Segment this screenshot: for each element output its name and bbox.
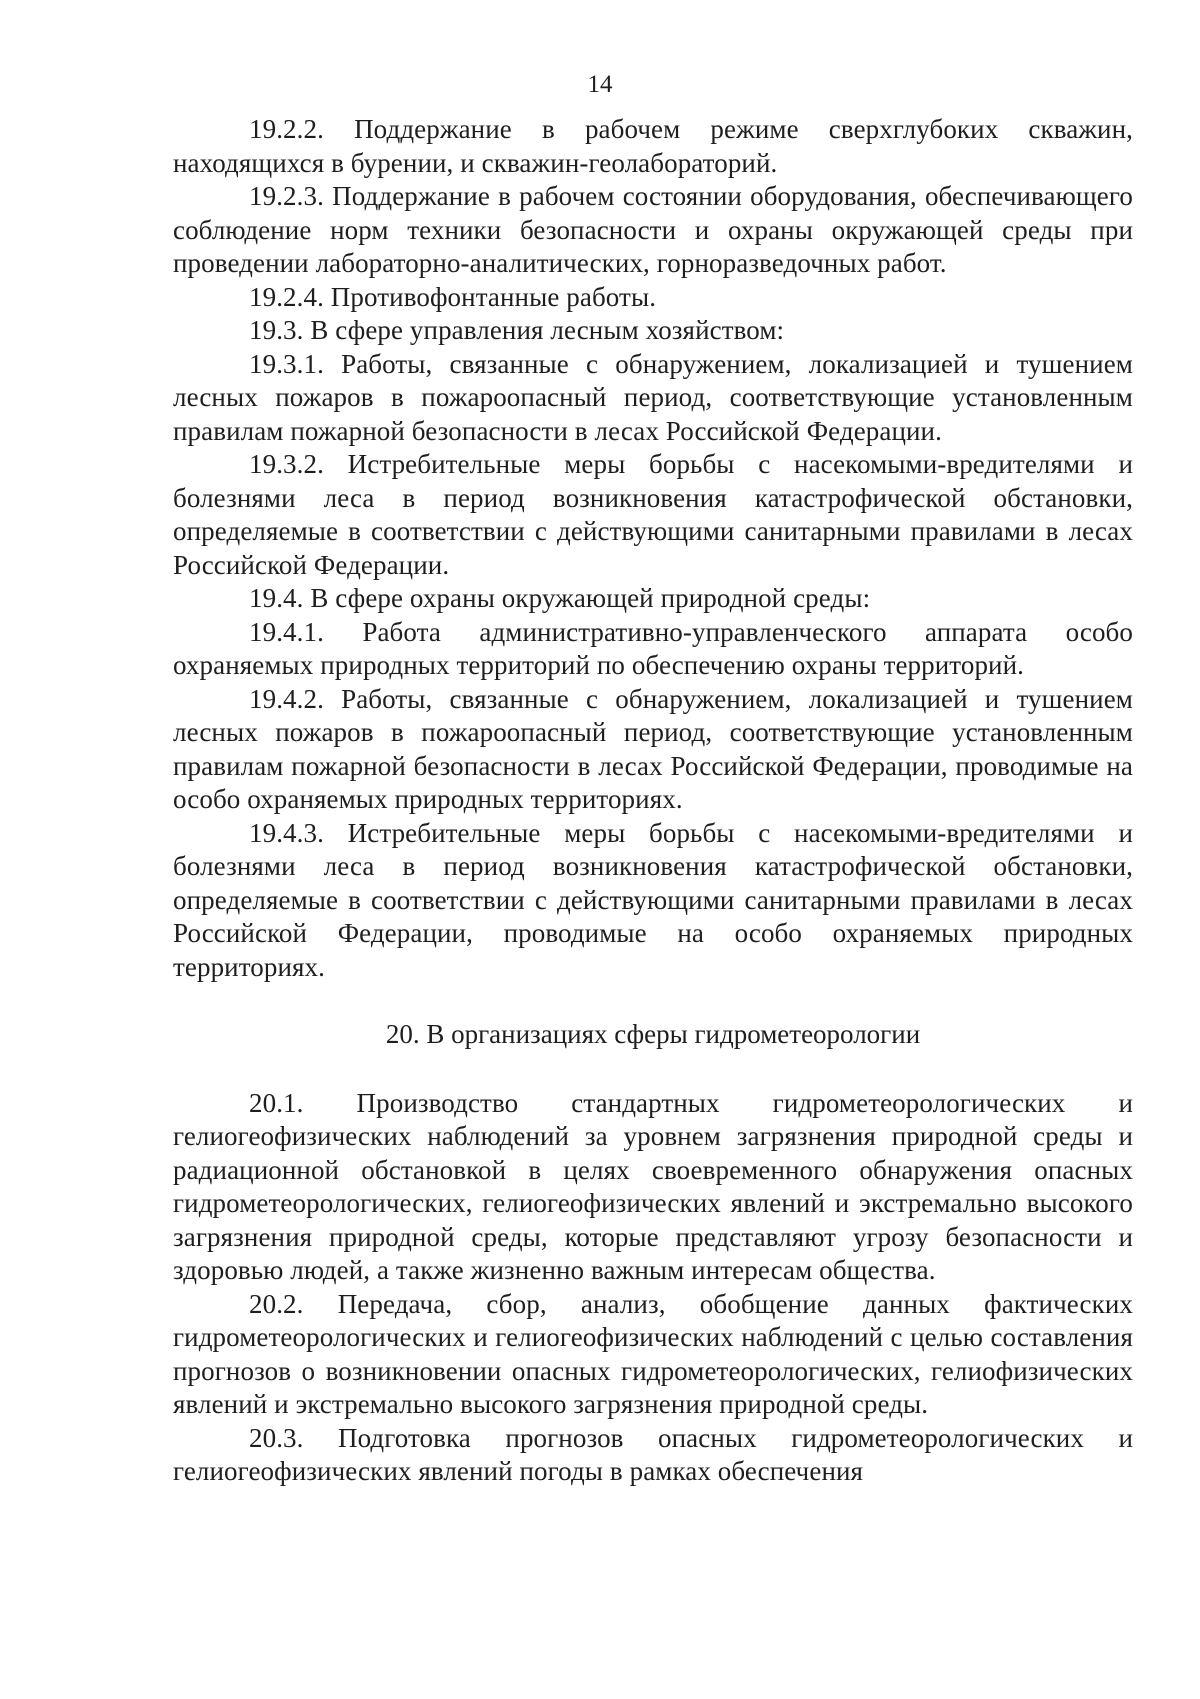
page-number: 14 [587, 71, 613, 98]
section-heading: 20. В организациях сферы гидрометеорологии [385, 1019, 921, 1049]
paragraph-19-3-2: 19.3.2. Истребительные меры борьбы с насекомыми-вредителями и болезнями леса в период возникновения катастрофической обстановки, определяемые в соответствии с действующими санитарными правилами в лесах Российской Федерации. [173, 449, 1133, 580]
paragraph-19-4-2: 19.4.2. Работы, связанные с обнаружением, локализацией и тушением лесных пожаров в пожароопасный период, соответствующие установленным правилам пожарной безопасности в лесах Российской Федерации, проводимые на особо охраняемых природных территориях. [173, 683, 1133, 814]
paragraph-19-3: 19.3. В сфере управления лесным хозяйством: [249, 315, 785, 345]
paragraph-19-2-3: 19.2.3. Поддержание в рабочем состоянии оборудования, обеспечивающего соблюдение норм техники безопасности и охраны окружающей среды при проведении лабораторно-аналитических, горноразведочных работ. [173, 181, 1133, 278]
paragraph-19-2-4: 19.2.4. Противофонтанные работы. [249, 281, 657, 312]
document-body [173, 113, 1133, 1489]
paragraph-19-3-1: 19.3.1. Работы, связанные с обнаружением, локализацией и тушением лесных пожаров в пожароопасный период, соответствующие установленным правилам пожарной безопасности в лесах Российской Федерации. [173, 348, 1133, 446]
paragraph-19-4-3: 19.4.3. Истребительные меры борьбы с насекомыми-вредителями и болезнями леса в период возникновения катастрофической обстановки, определяемые в соответствии с действующими санитарными правилами в лесах Российской Федерации, проводимые на особо охраняемых природных территориях. [173, 817, 1133, 982]
paragraph-19-4-1: 19.4.1. Работа административно-управленческого аппарата особо охраняемых природных территорий по обеспечению охраны территорий. [173, 616, 1133, 680]
paragraph-19-4: 19.4. В сфере охраны окружающей природной среды: [249, 583, 871, 613]
paragraph-20-1: 20.1. Производство стандартных гидрометеорологических и гелиогеофизических наблюдений за уровнем загрязнения природной среды и радиационной обстановкой в целях своевременного обнаружения опасных гидрометеорологических, гелиогеофизических явлений и экстремально высокого загрязнения природной среды, которые представляют угрозу безопасности и здоровью людей, а также жизненно важным интересам общества. [173, 1087, 1133, 1285]
paragraph-20-2: 20.2. Передача, сбор, анализ, обобщение данных фактических гидрометеорологических и гелиогеофизических наблюдений с целью составления прогнозов о возникновении опасных гидрометеорологических, гелиофизических явлений и экстремально высокого загрязнения природной среды. [173, 1288, 1133, 1419]
paragraph-19-2-2: 19.2.2. Поддержание в рабочем режиме сверхглубоких скважин, находящихся в бурении, и скважин-геолабораторий. [173, 114, 1133, 178]
paragraph-20-3: 20.3. Подготовка прогнозов опасных гидрометеорологических и гелиогеофизических явлений погоды в рамках обеспечения [173, 1422, 1133, 1486]
